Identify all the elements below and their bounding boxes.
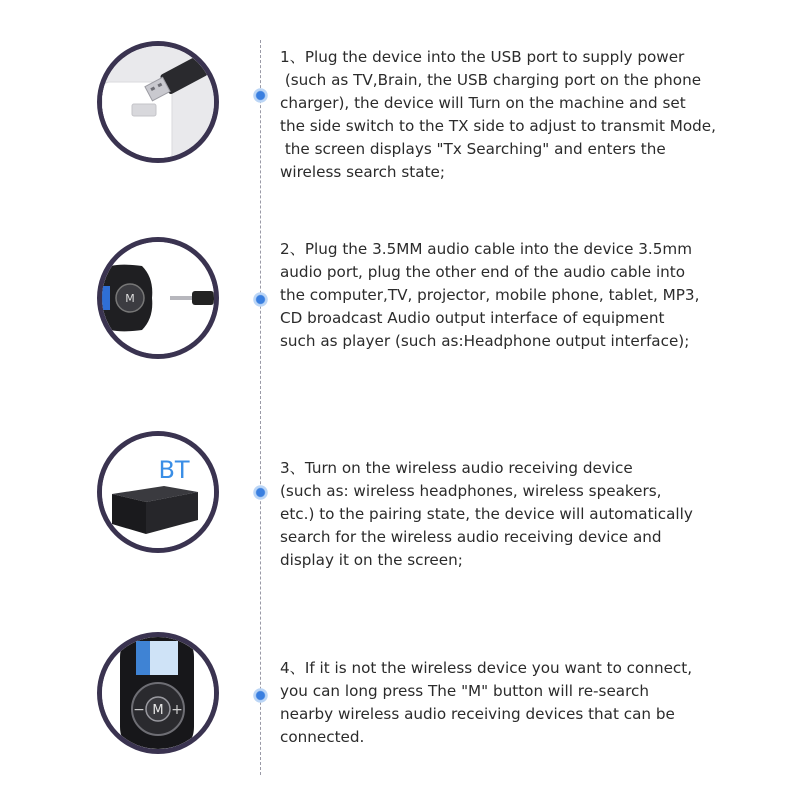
svg-text:M: M xyxy=(125,292,135,305)
step-4-line: 4、If it is not the wireless device you want to connect, xyxy=(280,659,693,677)
svg-text:−: − xyxy=(133,702,145,718)
step-3-line: 3、Turn on the wireless audio receiving device xyxy=(280,459,633,477)
step-2-line: the computer,TV, projector, mobile phone, tablet, MP3, xyxy=(280,286,700,304)
step-3-line: search for the wireless audio receiving device and xyxy=(280,528,662,546)
m-button-device-icon xyxy=(102,637,214,749)
timeline-dot-1 xyxy=(253,88,268,103)
step-2-line: audio port, plug the other end of the audio cable into xyxy=(280,263,686,281)
step-4-text xyxy=(280,657,740,749)
bluetooth-speaker-icon xyxy=(102,436,214,548)
step-2-line: such as player (such as:Headphone output interface); xyxy=(280,332,690,350)
step-4-line: nearby wireless audio receiving devices that can be xyxy=(280,705,675,723)
bt-badge: BT xyxy=(158,456,190,484)
step-2-image xyxy=(97,237,219,359)
step-3-line: (such as: wireless headphones, wireless speakers, xyxy=(280,482,662,500)
audio-cable-icon xyxy=(102,242,214,354)
step-1-image xyxy=(97,41,219,163)
step-1-line: (such as TV,Brain, the USB charging port on the phone xyxy=(280,71,702,89)
step-3-image xyxy=(97,431,219,553)
step-4-image xyxy=(97,632,219,754)
step-1-line: 1、Plug the device into the USB port to supply power xyxy=(280,48,685,66)
step-2-line: CD broadcast Audio output interface of equipment xyxy=(280,309,665,327)
svg-text:+: + xyxy=(171,702,183,718)
step-2-text xyxy=(280,238,740,353)
step-1-line: wireless search state; xyxy=(280,163,445,181)
step-3-line: display it on the screen; xyxy=(280,551,463,569)
timeline-dot-4 xyxy=(253,688,268,703)
step-1-line: charger), the device will Turn on the machine and set xyxy=(280,94,686,112)
step-4-line: you can long press The "M" button will re-search xyxy=(280,682,649,700)
m-button-label: M xyxy=(152,703,164,718)
timeline-dot-3 xyxy=(253,485,268,500)
step-3-line: etc.) to the pairing state, the device will automatically xyxy=(280,505,693,523)
step-3-text xyxy=(280,457,740,572)
usb-charger-icon xyxy=(102,46,214,158)
timeline-dot-2 xyxy=(253,292,268,307)
step-1-line: the side switch to the TX side to adjust to transmit Mode, xyxy=(280,117,716,135)
step-1-text xyxy=(280,46,740,184)
step-2-line: 2、Plug the 3.5MM audio cable into the device 3.5mm xyxy=(280,240,692,258)
timeline-line xyxy=(260,40,261,775)
step-4-line: connected. xyxy=(280,728,365,746)
step-1-line: the screen displays "Tx Searching" and enters the xyxy=(280,140,666,158)
